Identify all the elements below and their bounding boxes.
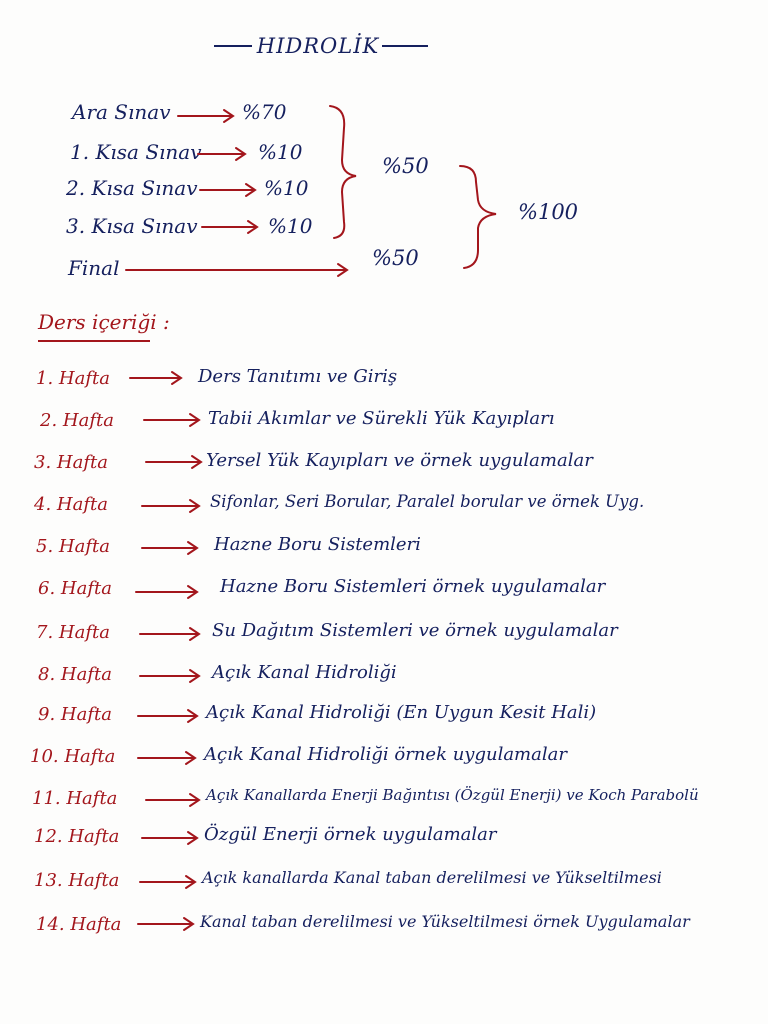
arrow-icon	[136, 586, 197, 598]
course-content-heading: Ders içeriği :	[38, 310, 170, 334]
week-topic: Kanal taban derelilmesi ve Yükseltilmesi örnek Uygulamalar	[200, 912, 690, 931]
week-label: 2. Hafta	[40, 410, 114, 431]
arrow-icon	[138, 752, 195, 764]
week-label: 14. Hafta	[36, 914, 122, 935]
grade-name: 3. Kısa Sınav	[66, 214, 198, 238]
week-topic: Ders Tanıtımı ve Giriş	[198, 366, 398, 387]
week-topic: Hazne Boru Sistemleri örnek uygulamalar	[220, 576, 606, 597]
week-label: 11. Hafta	[32, 788, 118, 809]
week-label: 12. Hafta	[34, 826, 120, 847]
page-title: HIDROLİK	[256, 34, 380, 58]
grade-name: Ara Sınav	[72, 100, 171, 124]
grade-name: 2. Kısa Sınav	[66, 176, 198, 200]
week-label: 9. Hafta	[38, 704, 112, 725]
week-topic: Hazne Boru Sistemleri	[214, 534, 421, 555]
total-percent: %100	[518, 200, 579, 224]
arrow-icon	[142, 832, 197, 844]
week-label: 1. Hafta	[36, 368, 110, 389]
week-topic: Su Dağıtım Sistemleri ve örnek uygulamalar	[212, 620, 618, 641]
week-topic: Açık kanallarda Kanal taban derelilmesi ve Yükseltilmesi	[202, 868, 662, 887]
week-label: 7. Hafta	[36, 622, 110, 643]
week-topic: Yersel Yük Kayıpları ve örnek uygulamalar	[206, 450, 593, 471]
week-topic: Tabii Akımlar ve Sürekli Yük Kayıpları	[208, 408, 555, 429]
arrow-icon	[142, 500, 199, 512]
grade-percent: %10	[258, 140, 303, 164]
arrow-icon	[140, 876, 195, 888]
week-label: 8. Hafta	[38, 664, 112, 685]
arrow-icon	[146, 456, 201, 468]
week-label: 6. Hafta	[38, 578, 112, 599]
week-topic: Özgül Enerji örnek uygulamalar	[204, 824, 497, 845]
week-topic: Açık Kanal Hidroliği örnek uygulamalar	[204, 744, 567, 765]
arrow-icon	[146, 794, 199, 806]
grade-percent: %10	[268, 214, 313, 238]
grade-percent: %70	[242, 100, 287, 124]
week-label: 4. Hafta	[34, 494, 108, 515]
arrow-icon	[140, 628, 199, 640]
week-topic: Açık Kanallarda Enerji Bağıntısı (Özgül Enerji) ve Koch Parabolü	[206, 786, 699, 804]
grade-percent: %10	[264, 176, 309, 200]
arrow-icon	[138, 918, 193, 930]
arrow-icon	[140, 670, 199, 682]
group-percent: %50	[382, 154, 429, 178]
week-label: 3. Hafta	[34, 452, 108, 473]
week-label: 13. Hafta	[34, 870, 120, 891]
week-topic: Açık Kanal Hidroliği (En Uygun Kesit Hali)	[206, 702, 597, 723]
grade-name: Final	[68, 256, 120, 280]
week-label: 5. Hafta	[36, 536, 110, 557]
arrow-icon	[138, 710, 197, 722]
arrow-icon	[142, 542, 197, 554]
week-topic: Açık Kanal Hidroliği	[212, 662, 397, 683]
final-percent: %50	[372, 246, 419, 270]
week-label: 10. Hafta	[30, 746, 116, 767]
grade-name: 1. Kısa Sınav	[70, 140, 202, 164]
week-topic: Sifonlar, Seri Borular, Paralel borular ve örnek Uyg.	[210, 492, 645, 511]
arrow-icon	[130, 372, 181, 384]
arrow-icon	[144, 414, 199, 426]
